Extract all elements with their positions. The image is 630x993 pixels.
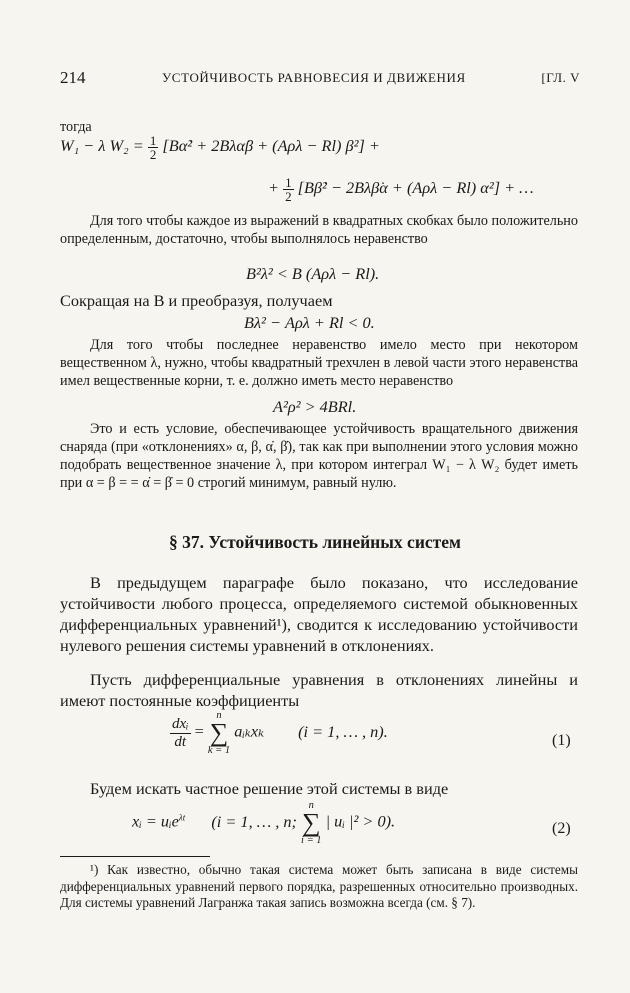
paragraph-1: Для того чтобы каждое из выражений в квадратных скобках было положительно определенным, достаточно, чтобы выполнялось неравенство — [60, 213, 578, 247]
sigma-symbol: ∑ — [209, 718, 229, 747]
equation-1-range: (i = 1, … , n). — [298, 721, 388, 741]
summation-1 — [208, 710, 230, 756]
formula-w-line2-plus: + — [268, 178, 284, 198]
equation-1 — [170, 710, 388, 770]
paragraph-7: Будем искать частное решение этой системы в виде — [90, 779, 449, 798]
equation-1-label: (1) — [552, 732, 571, 749]
fraction-one-half-2 — [283, 176, 294, 203]
equation-2 — [132, 800, 395, 856]
equation-2-label: (2) — [552, 820, 571, 837]
derivative-fraction — [170, 716, 191, 751]
equation-2-range-open: (i = 1, … , n; — [211, 811, 297, 831]
equation-2-range-close: | uᵢ |² > 0). — [325, 811, 396, 831]
section-title: § 37. Устойчивость линейных систем — [169, 532, 461, 552]
paragraph-2: Сокращая на B и преобразуя, получаем — [60, 291, 333, 310]
fraction-denominator: 2 — [149, 147, 157, 162]
fraction-numerator: 1 — [149, 133, 157, 148]
paragraph-4: Это и есть условие, обеспечивающее устойчивость вращательного движения снаряда (при «отклонениях» α, β, α̇, β̇), так как при выполнении этого условия можно подобрать вещественное значение λ, при котором интеграл W₁ − λ W₂ будет иметь при α = β = = α̇ = β̇ = 0 строгий минимум, равный нулю. — [60, 421, 578, 491]
chapter-label: [ГЛ. V — [541, 70, 580, 85]
footnote: ¹) Как известно, обычно такая система может быть записана в виде системы дифференциальных уравнений первого порядка, разрешенных относительно производных. Для системы уравнений Лагранжа такая запись возможна всегда (см. § 7). — [60, 862, 578, 910]
formula-w-line1-lhs: W₁ − λ W₂ = — [60, 136, 144, 156]
summation-1-upper: n — [216, 710, 222, 721]
summation-2-lower: i = 1 — [301, 835, 322, 846]
equation-2-lhs: xᵢ = uᵢe — [132, 811, 179, 831]
inequality-2: Bλ² − Aρλ + Rl < 0. — [244, 313, 375, 332]
summation-1-lower: k = 1 — [207, 745, 231, 756]
formula-w-line2-rhs: [Bβ̇² − 2Bλβ̇α + (Aρλ − Rl) α²] + … — [297, 178, 534, 198]
inequality-1: B²λ² < B (Aρλ − Rl). — [246, 264, 380, 283]
paragraph-3: Для того чтобы последнее неравенство имело место при некотором вещественном λ, нужно, чтобы квадратный трехчлен в левой части этого неравенства имел вещественные корни, т. е. должно иметь место неравенство — [60, 337, 578, 389]
paragraph-5: В предыдущем параграфе было показано, что исследование устойчивости любого процесса, определяемого системой обыкновенных дифференциальных уравнений¹), сводится к исследованию устойчивости нулевого решения системы уравнений в отклонениях. — [60, 573, 578, 655]
summation-2 — [301, 800, 322, 846]
fraction-one-half — [148, 134, 159, 161]
inequality-3: A²ρ² > 4BRl. — [273, 397, 357, 416]
fraction-denominator-2: 2 — [285, 189, 292, 204]
formula-w-line1 — [60, 134, 380, 161]
fraction-numerator-2: 1 — [285, 175, 292, 190]
equation-2-exponent: λt — [178, 812, 186, 823]
page-number: 214 — [60, 68, 86, 87]
sigma-symbol-2: ∑ — [302, 808, 321, 837]
paragraph-6: Пусть дифференциальные уравнения в отклонениях линейны и имеют постоянные коэффициенты — [60, 670, 578, 710]
formula-w-line1-rhs: [Bα̇² + 2Bλα̇β + (Aρλ − Rl) β²] + — [162, 136, 380, 156]
derivative-denominator: dt — [174, 733, 187, 750]
equals-sign: = — [194, 721, 204, 741]
footnote-divider — [60, 856, 210, 857]
summation-2-upper: n — [308, 800, 314, 811]
equation-1-body: aᵢₖxₖ — [234, 721, 265, 741]
word-togda: тогда — [60, 119, 92, 135]
running-title: УСТОЙЧИВОСТЬ РАВНОВЕСИЯ И ДВИЖЕНИЯ — [162, 70, 466, 85]
running-header — [60, 68, 580, 92]
formula-w-line2 — [268, 176, 534, 203]
derivative-numerator: dxᵢ — [172, 715, 189, 732]
